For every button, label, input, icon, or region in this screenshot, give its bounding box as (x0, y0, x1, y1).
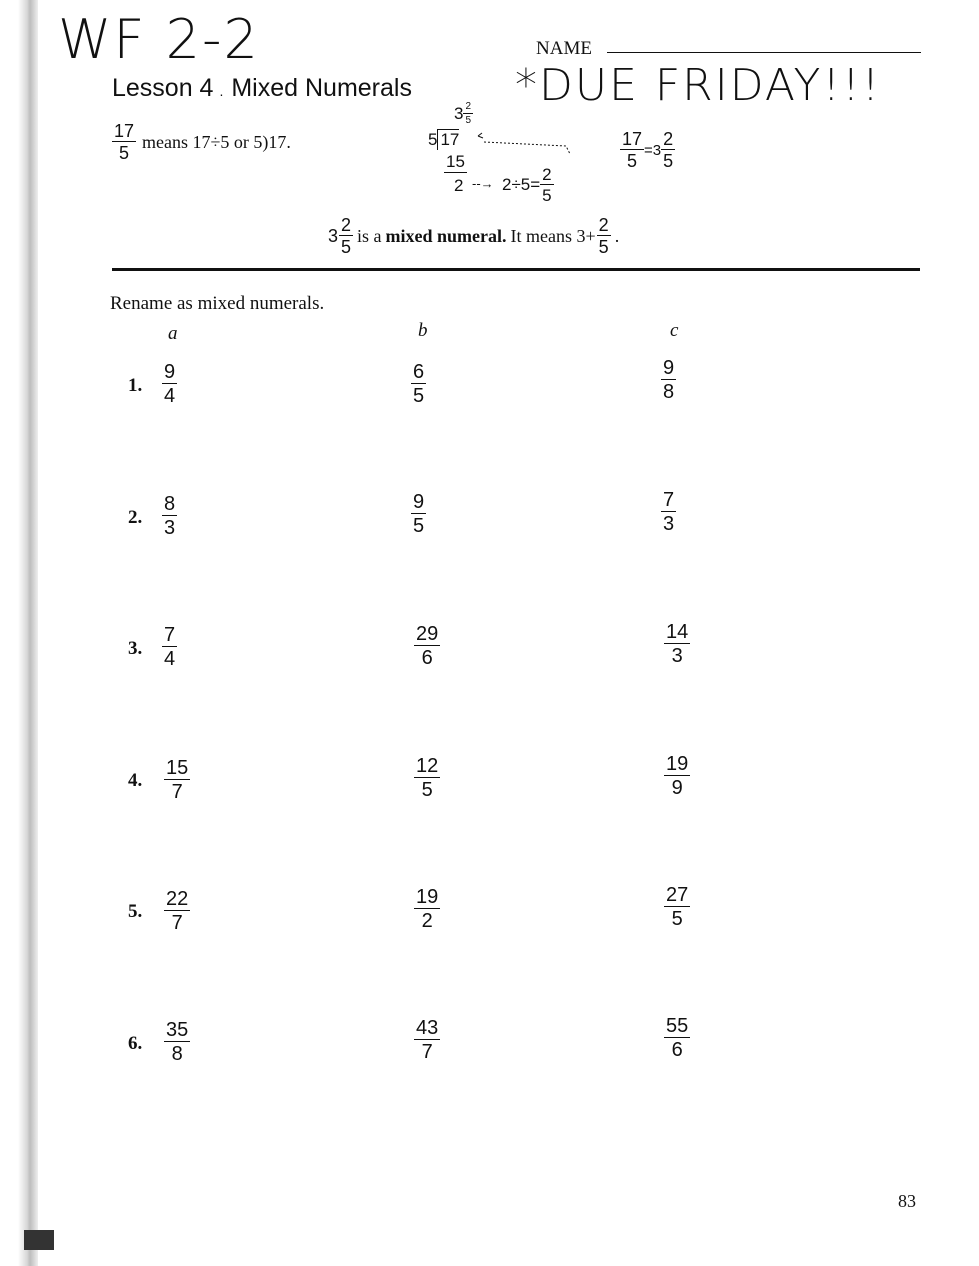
quotient-num: 2 (465, 101, 472, 112)
remainder: 2 (454, 176, 464, 195)
handwritten-label: WF 2-2 (58, 8, 260, 71)
problem-6c (664, 1016, 690, 1060)
scan-corner-shadow (24, 1230, 54, 1250)
definition-fraction (339, 216, 353, 256)
equivalence-den: 5 (627, 151, 638, 171)
scan-left-edge (18, 0, 38, 1266)
problem-number: 5. (128, 901, 143, 922)
problem-6b (414, 1018, 440, 1062)
equivalence-mixed-num: 2 (663, 129, 674, 149)
problem-5a (164, 889, 190, 933)
problem-2c (661, 490, 676, 534)
problem-3a (162, 625, 177, 669)
fraction-num: 35 (166, 1019, 189, 1041)
example-fraction (112, 122, 136, 162)
definition-period: . (614, 225, 620, 246)
lesson-topic: Mixed Numerals (231, 74, 412, 102)
fraction-den: 6 (671, 1039, 683, 1061)
problem-4c (664, 754, 690, 798)
problem-6a (164, 1020, 190, 1064)
equivalence-mixed-den: 5 (663, 151, 674, 171)
dividend: 17 (437, 129, 459, 150)
fraction-num: 9 (413, 491, 425, 513)
handwritten-due-note: *DUE FRIDAY!!! (515, 60, 882, 111)
section-divider (112, 268, 920, 271)
problem-5c (664, 885, 690, 929)
fraction-den: 7 (171, 912, 183, 934)
column-header-b: b (418, 320, 428, 341)
fraction-num: 55 (666, 1015, 689, 1037)
remainder-frac-num: 2 (542, 165, 552, 184)
problem-2b (411, 492, 426, 536)
problem-1b (411, 362, 426, 406)
name-line[interactable] (607, 52, 921, 53)
page-number: 83 (898, 1191, 916, 1211)
problem-3c (664, 622, 690, 666)
remainder-frac-den: 5 (542, 186, 552, 205)
column-header-a: a (168, 323, 178, 344)
remainder-arrow: --→ (472, 176, 494, 191)
problem-4b (414, 756, 440, 800)
lesson-number: Lesson 4 (112, 74, 214, 102)
fraction-den: 7 (171, 781, 183, 803)
fraction-num: 22 (166, 888, 189, 910)
definition-text: is a (357, 225, 382, 246)
long-division (428, 102, 598, 212)
problem-4a (164, 758, 190, 802)
fraction-den: 7 (421, 1041, 433, 1063)
fraction-num: 27 (666, 884, 689, 906)
definition-num: 2 (341, 215, 352, 235)
example-means-text: means 17÷5 or 5)17. (142, 131, 291, 152)
example-fraction-num: 17 (114, 121, 135, 141)
equivalence-mixed-fraction (661, 130, 675, 170)
fraction-num: 43 (416, 1017, 439, 1039)
problem-number: 1. (128, 375, 143, 396)
column-header-c: c (670, 320, 679, 341)
divisor: 5 (428, 130, 438, 149)
fraction-num: 7 (164, 624, 176, 646)
fraction-den: 3 (663, 513, 675, 535)
subtracted-value: 15 (446, 152, 465, 171)
problem-1c (661, 358, 676, 402)
quotient-fraction (463, 102, 473, 126)
fraction-num: 12 (416, 755, 439, 777)
problem-3b (414, 624, 440, 668)
instructions: Rename as mixed numerals. (110, 293, 325, 314)
fraction-den: 2 (421, 910, 433, 932)
fraction-den: 8 (171, 1043, 183, 1065)
definition-num-2: 2 (598, 215, 609, 235)
fraction-num: 9 (164, 361, 176, 383)
example-statement (112, 122, 291, 162)
definition (328, 216, 619, 256)
fraction-num: 14 (666, 621, 689, 643)
fraction-num: 15 (166, 757, 189, 779)
definition-den-2: 5 (598, 237, 609, 257)
fraction-den: 3 (164, 517, 176, 539)
fraction-den: 5 (671, 908, 683, 930)
definition-whole: 3 (328, 225, 339, 246)
remainder-fraction (540, 166, 553, 204)
name-label: NAME (536, 38, 592, 59)
problem-number: 4. (128, 770, 143, 791)
fraction-num: 29 (416, 623, 439, 645)
equivalence-fraction (620, 130, 644, 170)
problem-number: 3. (128, 638, 143, 659)
lesson-title: Lesson 4 . Mixed Numerals (112, 74, 412, 102)
problem-number: 6. (128, 1033, 143, 1054)
fraction-num: 6 (413, 361, 425, 383)
equivalence (620, 130, 675, 170)
fraction-num: 7 (663, 489, 675, 511)
quotient-whole: 3 (454, 104, 464, 123)
fraction-den: 4 (164, 385, 176, 407)
arrow-expression: 2÷5= (502, 175, 541, 194)
equivalence-num: 17 (622, 129, 643, 149)
problem-5b (414, 887, 440, 931)
fraction-den: 5 (421, 779, 433, 801)
fraction-den: 5 (413, 385, 425, 407)
fraction-den: 6 (421, 647, 433, 669)
fraction-num: 19 (666, 753, 689, 775)
fraction-num: 9 (663, 357, 675, 379)
fraction-den: 8 (663, 381, 675, 403)
fraction-den: 5 (413, 515, 425, 537)
example-fraction-den: 5 (119, 143, 130, 163)
definition-den: 5 (341, 237, 352, 257)
definition-term: mixed numeral. (385, 225, 507, 246)
fraction-den: 4 (164, 648, 176, 670)
dashed-arrow (474, 130, 574, 160)
fraction-den: 3 (671, 645, 683, 667)
quotient-den: 5 (465, 115, 472, 126)
definition-meaning: It means 3+ (510, 225, 596, 246)
problem-number: 2. (128, 507, 143, 528)
fraction-num: 8 (164, 493, 176, 515)
definition-fraction-2 (597, 216, 611, 256)
fraction-den: 9 (671, 777, 683, 799)
problem-1a (162, 362, 177, 406)
fraction-num: 19 (416, 886, 439, 908)
problem-2a (162, 494, 177, 538)
equivalence-whole: =3 (644, 141, 662, 159)
